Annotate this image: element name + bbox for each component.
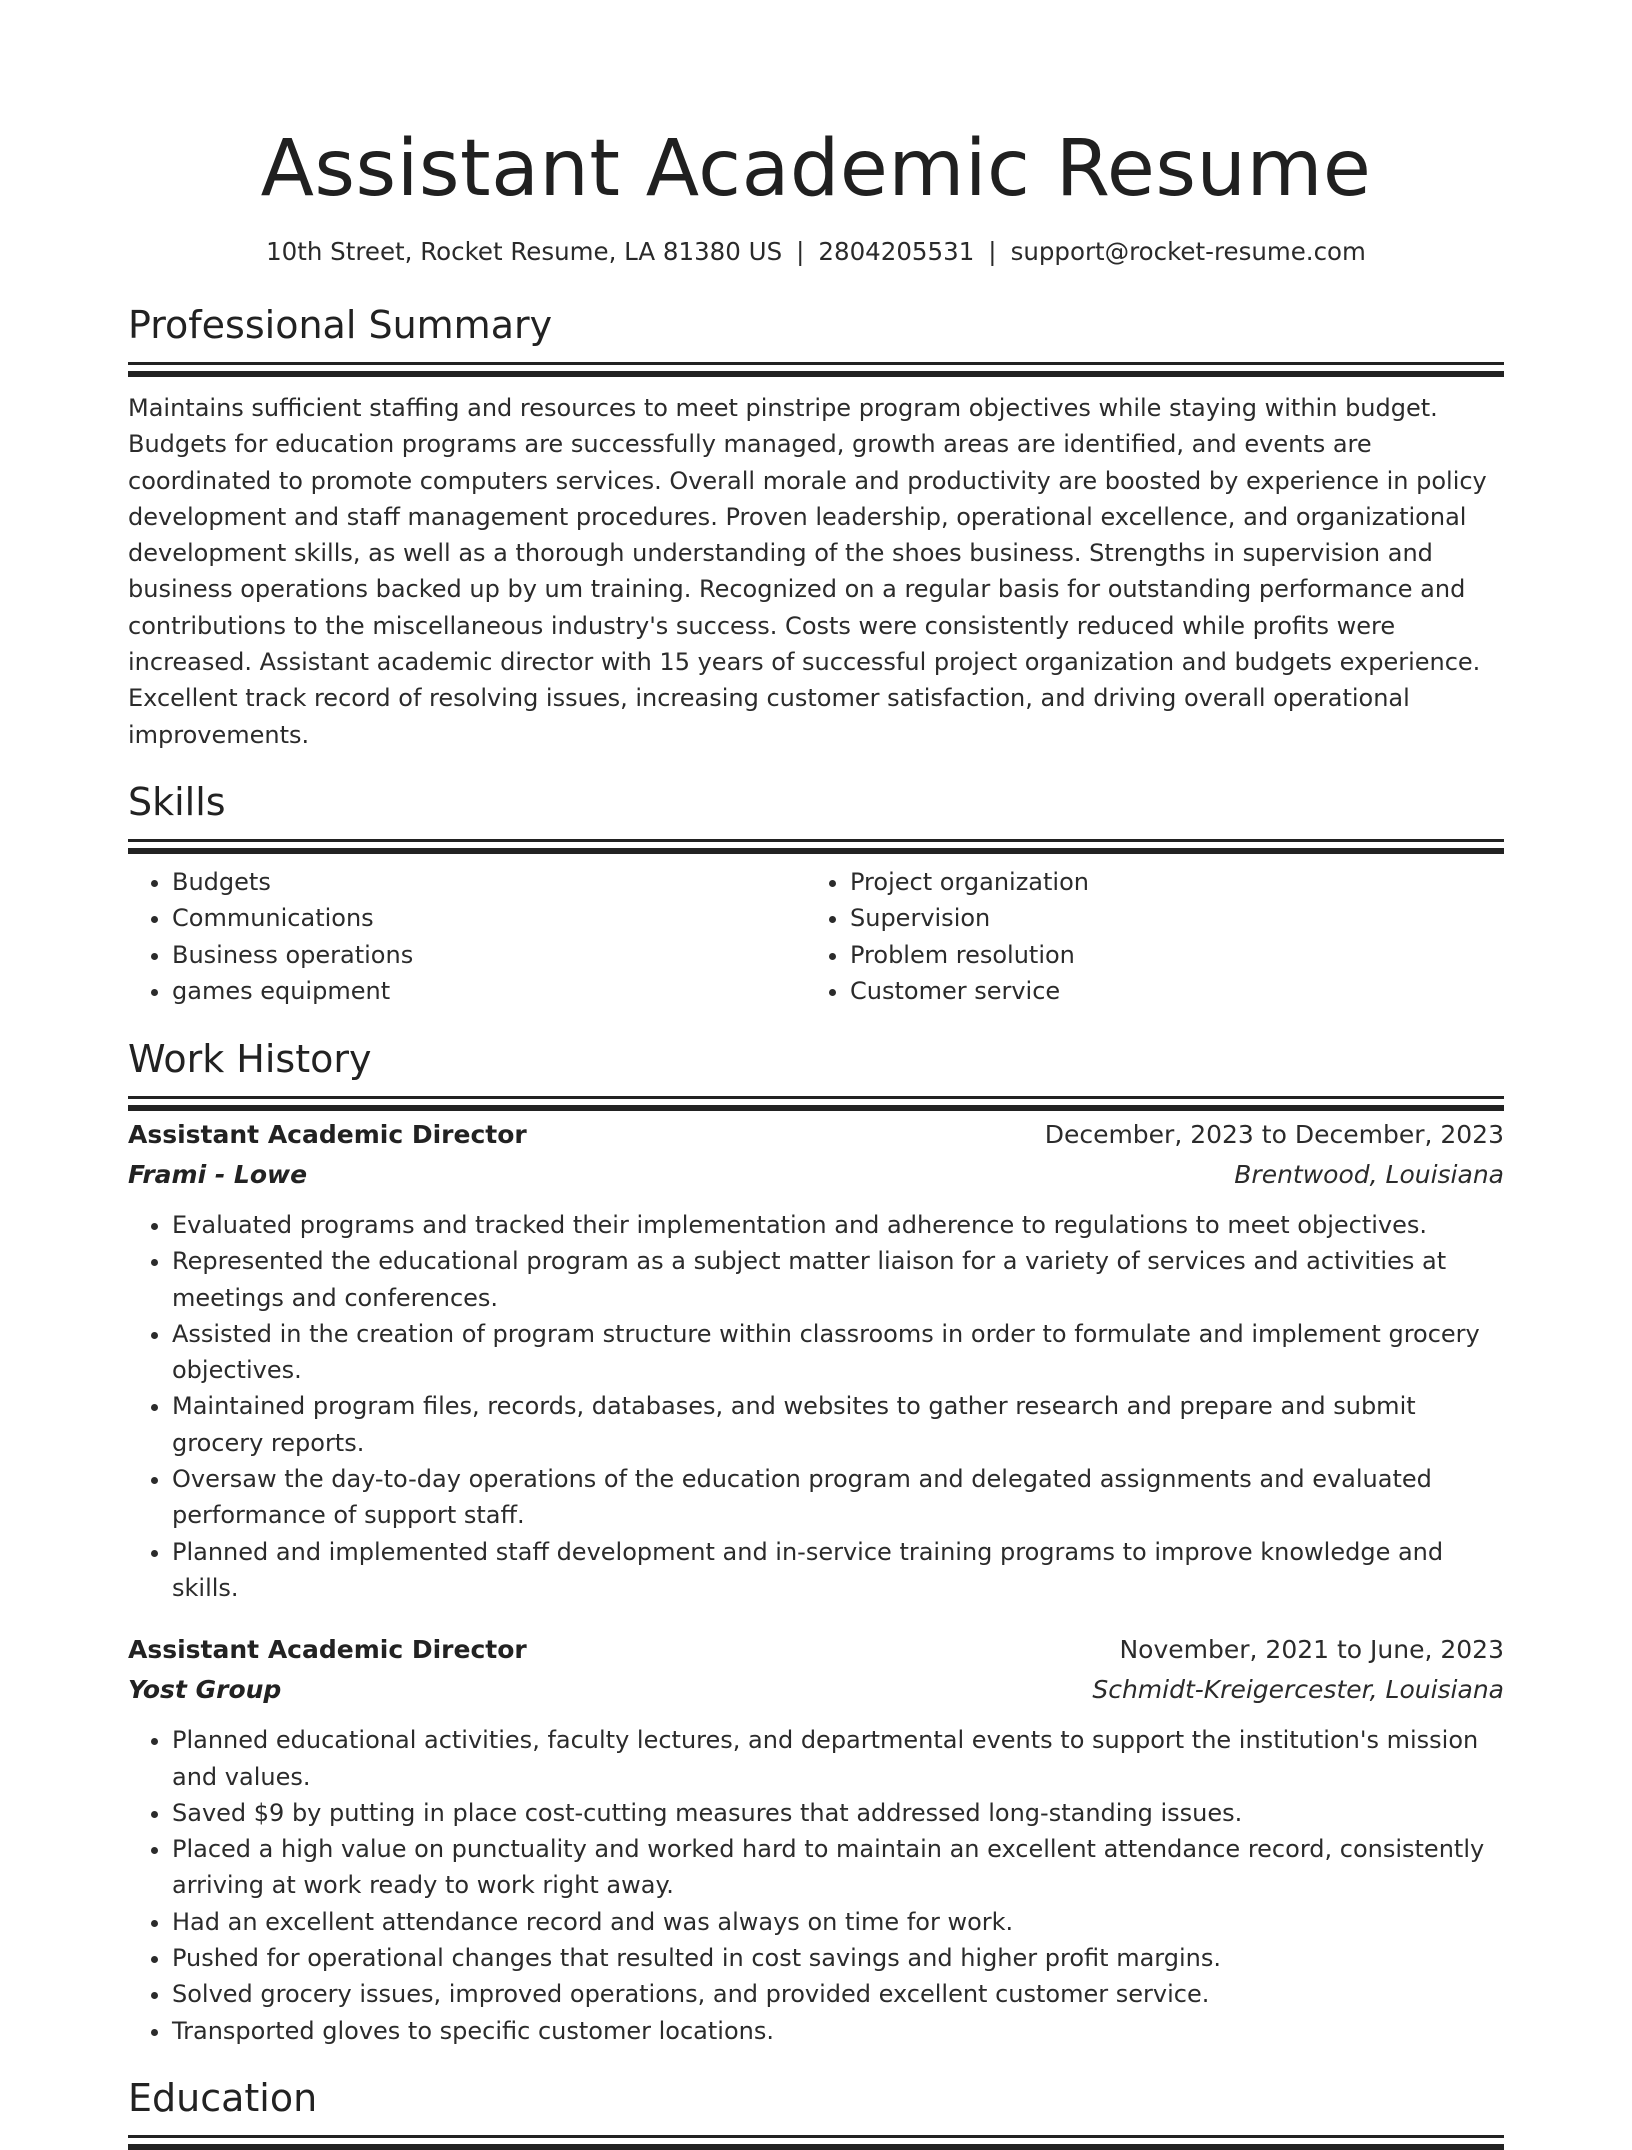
contact-separator: | bbox=[796, 237, 805, 266]
contact-separator: | bbox=[988, 237, 997, 266]
job-bullets bbox=[128, 1722, 1504, 2049]
work-history-heading: Work History bbox=[128, 1036, 372, 1081]
job-entry bbox=[128, 1630, 1504, 2049]
skills-section bbox=[128, 779, 1504, 1010]
contact-line bbox=[128, 236, 1504, 268]
job-location: Brentwood, Louisiana bbox=[1234, 1159, 1504, 1189]
summary-text: Maintains sufficient staffing and resources to meet pinstripe program objectives while staying within budget. Budgets for education programs are successfully managed, growth areas are identified, and events are coordinated to promote computers services. Overall morale and productivity are boosted by experience in policy development and staff management procedures. Proven leadership, operational excellence, and organizational development skills, as well as a thorough understanding of the shoes business. Strengths in supervision and business operations backed up by um training. Recognized on a regular basis for outstanding performance and contributions to the miscellaneous industry's success. Costs were consistently reduced while profits were increased. Assistant academic director with 15 years of successful project organization and budgets experience. Excellent track record of resolving issues, increasing customer satisfaction, and driving overall operational improvements. bbox=[128, 394, 1487, 749]
contact-email[interactable]: support@rocket-resume.com bbox=[1010, 237, 1366, 266]
job-bullet: • Placed a high value on punctuality and worked hard to maintain an excellent attendance record, consistently arriving at work ready to work right away. bbox=[172, 1831, 1504, 1904]
job-bullet: • Had an excellent attendance record and was always on time for work. bbox=[172, 1904, 1504, 1940]
job-bullet: • Transported gloves to specific customer locations. bbox=[172, 2013, 1504, 2049]
summary-heading: Professional Summary bbox=[128, 303, 553, 347]
skill-item: • Project organization bbox=[850, 864, 1484, 901]
job-bullet: • Represented the educational program as a subject matter liaison for a variety of services and activities at meetings and conferences. bbox=[172, 1243, 1504, 1316]
resume-title: Assistant Academic Resume bbox=[260, 124, 1372, 214]
skill-item: • Customer service bbox=[850, 973, 1484, 1010]
skill-item: • games equipment bbox=[172, 973, 806, 1010]
resume-page bbox=[128, 0, 1504, 2138]
job-title: Assistant Academic Director bbox=[128, 1119, 527, 1149]
education-section bbox=[128, 2075, 1504, 2138]
skill-item: • Supervision bbox=[850, 900, 1484, 937]
education-heading: Education bbox=[128, 2075, 318, 2120]
skill-item: • Communications bbox=[172, 900, 806, 937]
job-bullet: • Planned and implemented staff development and in-service training programs to improve knowledge and skills. bbox=[172, 1534, 1504, 1607]
skills-column-right bbox=[806, 864, 1484, 1010]
section-divider bbox=[128, 1096, 1504, 1099]
job-bullet: • Planned educational activities, faculty lectures, and departmental events to support the institution's mission and values. bbox=[172, 1722, 1504, 1795]
job-location: Schmidt-Kreigercester, Louisiana bbox=[1092, 1675, 1504, 1705]
skills-column-left bbox=[128, 864, 806, 1010]
skill-item: • Business operations bbox=[172, 937, 806, 974]
job-bullet: • Solved grocery issues, improved operations, and provided excellent customer service. bbox=[172, 1976, 1504, 2012]
job-company: Yost Group bbox=[128, 1675, 282, 1705]
skills-list bbox=[128, 864, 1504, 1010]
job-bullet: • Assisted in the creation of program structure within classrooms in order to formulate and implement grocery objectives. bbox=[172, 1316, 1504, 1389]
section-divider bbox=[128, 362, 1504, 365]
section-divider bbox=[128, 839, 1504, 842]
job-bullet: • Oversaw the day-to-day operations of the education program and delegated assignments and evaluated performance of support staff. bbox=[172, 1461, 1504, 1534]
section-divider bbox=[128, 2135, 1504, 2138]
job-bullet: • Maintained program files, records, databases, and websites to gather research and prepare and submit grocery reports. bbox=[172, 1388, 1504, 1461]
job-dates: November, 2021 to June, 2023 bbox=[1119, 1635, 1504, 1665]
job-bullets bbox=[128, 1207, 1504, 1606]
contact-address: 10th Street, Rocket Resume, LA 81380 US bbox=[266, 237, 783, 266]
skill-item: • Budgets bbox=[172, 864, 806, 901]
job-bullet: • Evaluated programs and tracked their implementation and adherence to regulations to meet objectives. bbox=[172, 1207, 1504, 1243]
job-bullet: • Pushed for operational changes that resulted in cost savings and higher profit margins. bbox=[172, 1940, 1504, 1976]
job-bullet: • Saved $9 by putting in place cost-cutting measures that addressed long-standing issues. bbox=[172, 1795, 1504, 1831]
job-company: Frami - Lowe bbox=[128, 1159, 308, 1189]
skill-item: • Problem resolution bbox=[850, 937, 1484, 974]
job-title: Assistant Academic Director bbox=[128, 1635, 527, 1665]
job-dates: December, 2023 to December, 2023 bbox=[1044, 1119, 1504, 1149]
job-entry bbox=[128, 1115, 1504, 1606]
summary-section bbox=[128, 302, 1504, 753]
skills-heading: Skills bbox=[128, 779, 226, 824]
contact-phone: 2804205531 bbox=[818, 237, 975, 266]
work-history-section bbox=[128, 1036, 1504, 2049]
